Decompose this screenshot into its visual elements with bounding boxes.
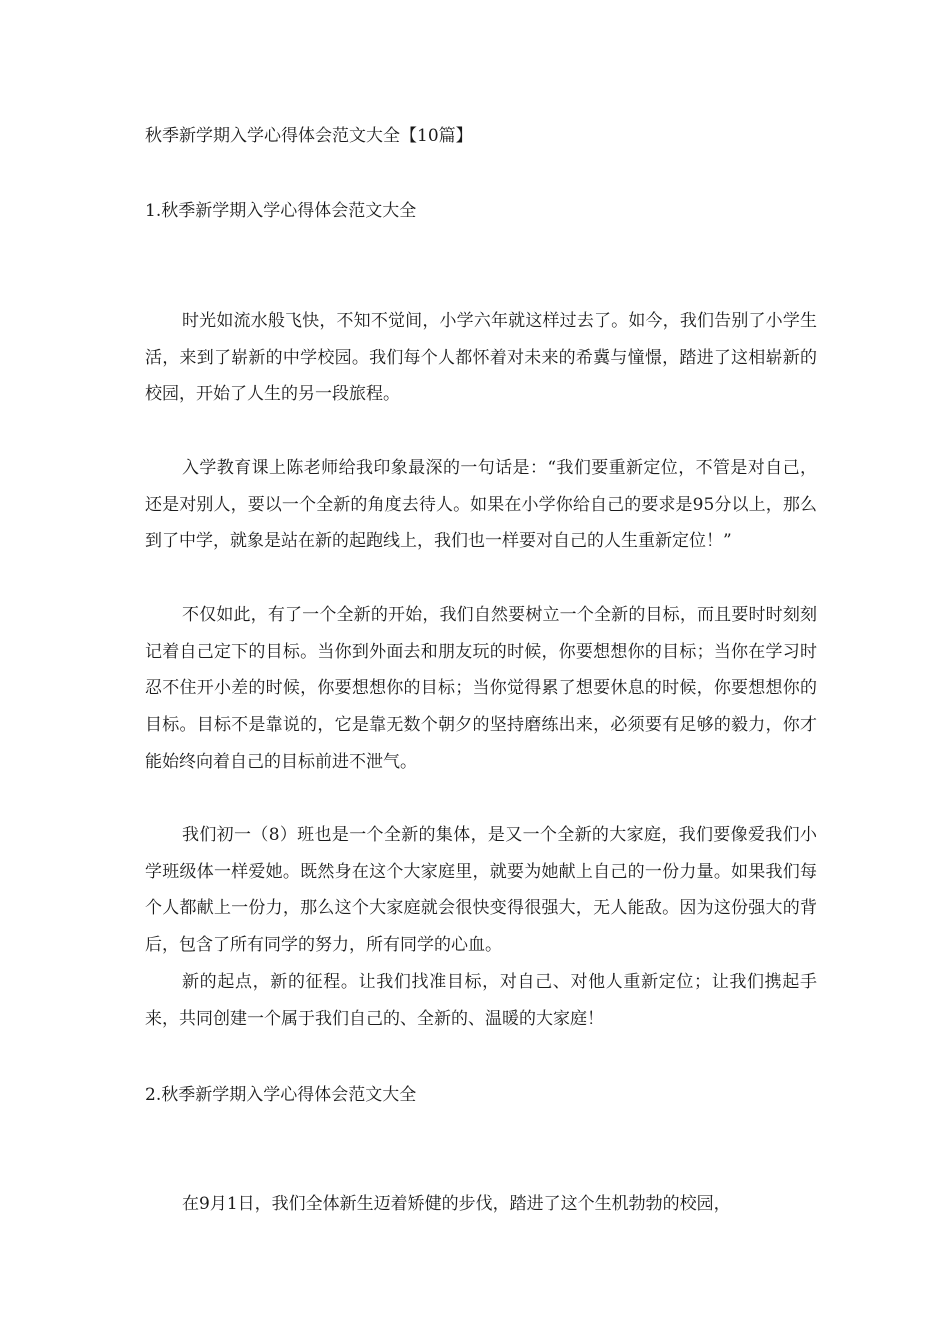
section-1-heading: 1.秋季新学期入学心得体会范文大全 <box>145 201 417 221</box>
section-1-paragraph-2: 入学教育课上陈老师给我印象最深的一句话是：“我们要重新定位，不管是对自己，还是对别人，要以一个全新的角度去待人。如果在小学你给自己的要求是95分以上，那么到了中学，就象是站在新的起跑线上，我们也一样要对自己的人生重新定位！” <box>145 458 817 552</box>
section-1-paragraph-4: 我们初一（8）班也是一个全新的集体，是又一个全新的大家庭，我们要像爱我们小学班级体一样爱她。既然身在这个大家庭里，就要为她献上自己的一份力量。如果我们每个人都献上一份力，那么这个大家庭就会很快变得很强大，无人能敌。因为这份强大的背后，包含了所有同学的努力，所有同学的心血。 <box>145 825 817 956</box>
section-2-paragraph-1: 在9月1日，我们全体新生迈着矫健的步伐，踏进了这个生机勃勃的校园， <box>182 1194 731 1214</box>
section-1-paragraph-1: 时光如流水般飞快，不知不觉间，小学六年就这样过去了。如今，我们告别了小学生活，来到了崭新的中学校园。我们每个人都怀着对未来的希冀与憧憬，踏进了这相崭新的校园，开始了人生的另一段旅程。 <box>145 311 817 405</box>
document-title: 秋季新学期入学心得体会范文大全【10篇】 <box>145 126 473 146</box>
section-2-heading: 2.秋季新学期入学心得体会范文大全 <box>145 1085 417 1105</box>
section-1-paragraph-5: 新的起点，新的征程。让我们找准目标，对自己、对他人重新定位；让我们携起手来，共同创建一个属于我们自己的、全新的、温暖的大家庭！ <box>145 972 817 1029</box>
section-1-paragraph-3: 不仅如此，有了一个全新的开始，我们自然要树立一个全新的目标，而且要时时刻刻记着自己定下的目标。当你到外面去和朋友玩的时候，你要想想你的目标；当你在学习时忍不住开小差的时候，你要想想你的目标；当你觉得累了想要休息的时候，你要想想你的目标。目标不是靠说的，它是靠无数个朝夕的坚持磨练出来，必须要有足够的毅力，你才能始终向着自己的目标前进不泄气。 <box>145 605 817 772</box>
